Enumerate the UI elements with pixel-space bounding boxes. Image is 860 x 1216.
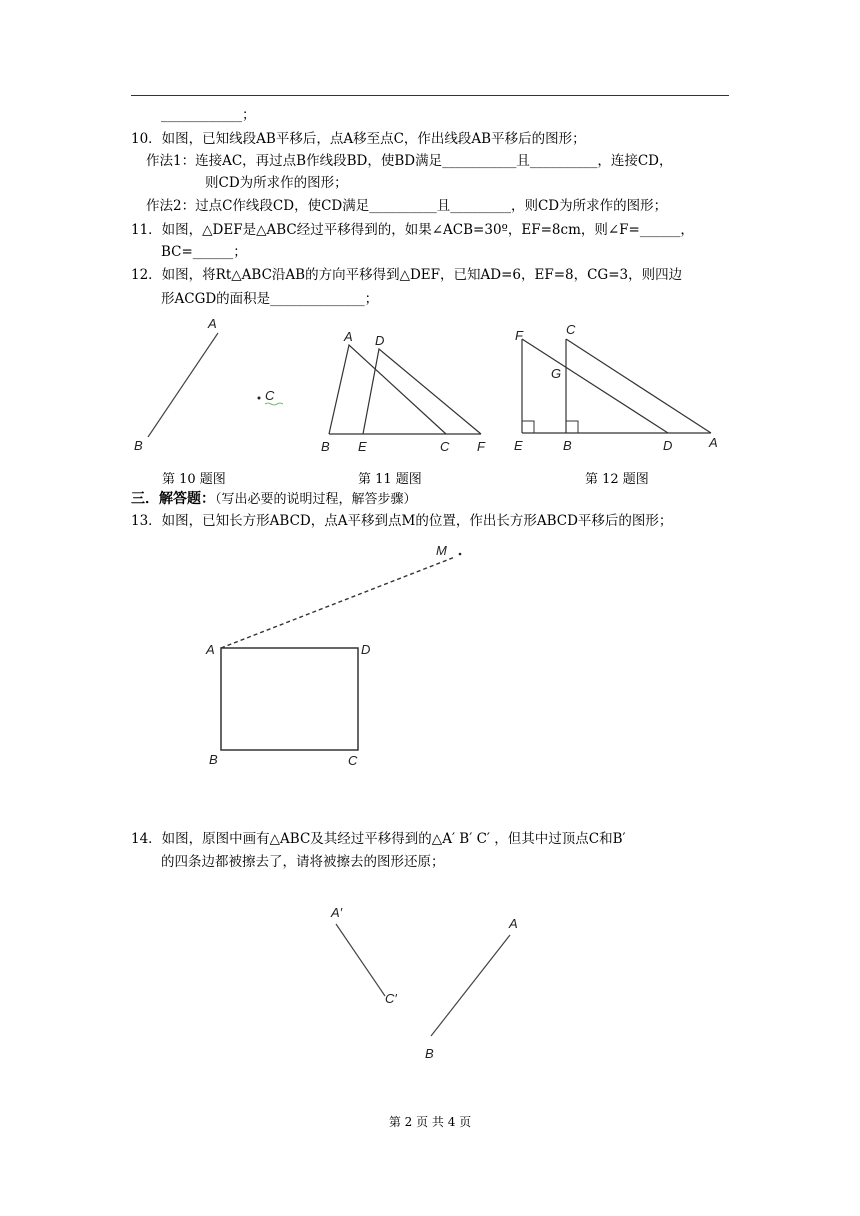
- fig11-label-d: D: [375, 333, 385, 348]
- q10-method1: 作法1：连接AC，再过点B作线段BD，使BD满足___________且__________，连接CD，: [146, 153, 673, 169]
- fig11-label-a: A: [344, 329, 353, 344]
- answer-blank: ____________；: [161, 107, 256, 123]
- fig12-label-b: B: [563, 438, 572, 453]
- fig11-label-c: C: [440, 439, 450, 454]
- caption-fig10: 第 10 题图: [162, 472, 226, 487]
- segment-ab: [431, 935, 510, 1036]
- q12-stem-cont: 形ACGD的面积是______________；: [161, 291, 379, 307]
- page-footer: 第 2 页 共 4 页: [388, 1115, 472, 1129]
- fig13-label-d: D: [361, 642, 371, 657]
- fig12-label-a: A: [709, 435, 718, 450]
- fig11-label-e: E: [358, 439, 367, 454]
- fig10-label-c: C: [265, 388, 275, 403]
- q12-stem: 12．如图，将Rt△ABC沿AB的方向平移得到△DEF，已知AD=6，EF=8，CG=3，则四边: [131, 267, 683, 283]
- section-3-title: 三．解答题：: [131, 491, 215, 507]
- fig12-label-d: D: [663, 438, 673, 453]
- q14-stem: 14．如图，原图中画有△ABC及其经过平移得到的△A′ B′ C′ ，但其中过顶点C和B′: [131, 831, 626, 847]
- section-3-note: （写出必要的说明过程，解答步骤）: [215, 492, 417, 507]
- q14-stem-cont: 的四条边都被擦去了，请将被擦去的图形还原；: [161, 854, 445, 870]
- segment-a-prime-c-prime: [336, 924, 385, 996]
- fig14-label-c-prime: C′: [385, 991, 397, 1006]
- fig12-label-c: C: [566, 322, 576, 337]
- fig13-label-m: M: [436, 543, 447, 558]
- q11-stem: 11．如图，△DEF是△ABC经过平移得到的，如果∠ACB=30º，EF=8cm，则∠F=______，: [131, 222, 694, 238]
- fig13-label-c: C: [348, 753, 358, 768]
- q13-stem: 13．如图，已知长方形ABCD，点A平移到点M的位置，作出长方形ABCD平移后的图形；: [131, 513, 673, 529]
- fig13-label-b: B: [209, 752, 218, 767]
- fig14-label-a: A: [509, 916, 518, 931]
- caption-fig12: 第 12 题图: [585, 472, 649, 487]
- fig12-label-e: E: [514, 438, 523, 453]
- fig12-label-g: G: [551, 366, 562, 381]
- fig12-label-f: F: [515, 328, 523, 343]
- fig10-label-b: B: [134, 438, 143, 453]
- fig10-label-a: A: [208, 316, 217, 331]
- fig14-label-a-prime: A′: [331, 905, 343, 920]
- caption-fig11: 第 11 题图: [358, 472, 422, 487]
- fig14-label-b: B: [425, 1046, 434, 1061]
- fig13-label-a: A: [206, 642, 215, 657]
- q10-method1-cont: 则CD为所求作的图形；: [205, 175, 348, 191]
- fig11-label-f: F: [477, 439, 485, 454]
- q11-stem-cont: BC=______；: [161, 244, 247, 260]
- q10-method2: 作法2：过点C作线段CD，使CD满足__________且_________，则CD为所求作的图形；: [146, 198, 668, 214]
- q10-stem: 10．如图，已知线段AB平移后，点A移至点C，作出线段AB平移后的图形；: [131, 131, 586, 147]
- fig11-label-b: B: [321, 439, 330, 454]
